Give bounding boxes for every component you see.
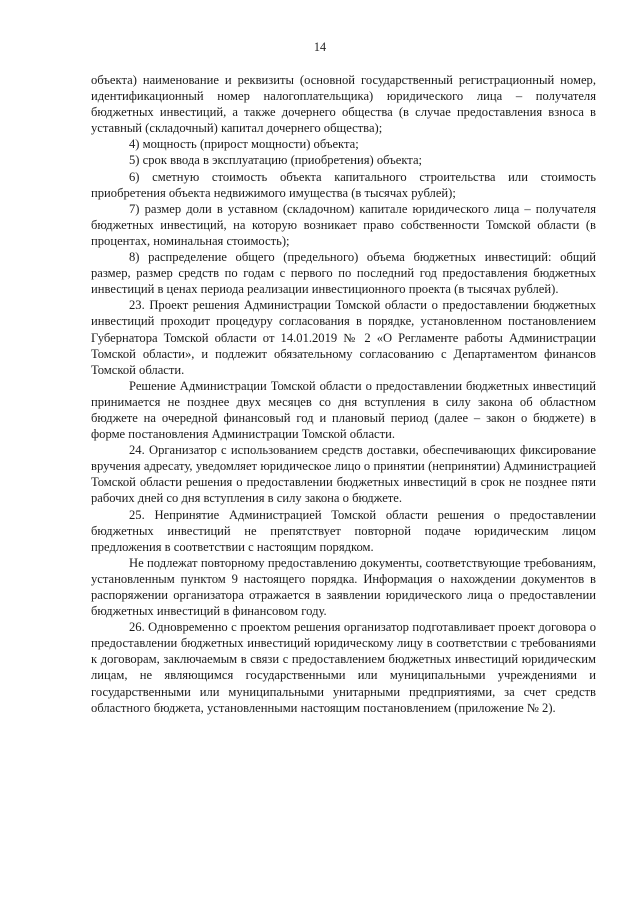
paragraph: Не подлежат повторному предоставлению документы, соответствующие требованиям, установленным пунктом 9 настоящего порядка. Информация о нахождении документов в распоряжении организатора отражается в заявлении юридического лица о предоставлении бюджетных инвестиций в финансовом году. [91, 555, 596, 619]
paragraph: объекта) наименование и реквизиты (основной государственный регистрационный номер, идентификационный номер налогоплательщика) юридического лица – получателя бюджетных инвестиций, а также дочернего общества (в случае предоставления взноса в уставный (складочный) капитал дочернего общества); [91, 73, 596, 136]
paragraph: 23. Проект решения Администрации Томской области о предоставлении бюджетных инвестиций проходит процедуру согласования в порядке, установленном постановлением Губернатора Томской области от 14.01.2019 № 2 «О Регламенте работы Администрации Томской области», и подлежит обязательному согласованию с Департаментом финансов Томской области. [91, 298, 596, 377]
paragraph: 7) размер доли в уставном (складочном) капитале юридического лица – получателя бюджетных инвестиций, на которую возникает право собственности Томской области (в процентах, номинальная стоимость); [91, 201, 596, 248]
paragraph: 5) срок ввода в эксплуатацию (приобретения) объекта; [129, 153, 423, 168]
paragraph: Решение Администрации Томской области о предоставлении бюджетных инвестиций принимается не позднее двух месяцев со дня вступления в силу закона об областном бюджете на очередной финансовый год и плановый период (далее – закон о бюджете) в форме постановления Администрации Томской области. [91, 378, 596, 442]
paragraph: 6) сметную стоимость объекта капитального строительства или стоимость приобретения объекта недвижимого имущества (в тысячах рублей); [91, 169, 596, 200]
paragraph: 8) распределение общего (предельного) объема бюджетных инвестиций: общий размер, размер средств по годам с первого по последний год предоставления бюджетных инвестиций в ценах периода реализации инвестиционного проекта (в тысячах рублей). [91, 250, 596, 297]
paragraph: 26. Одновременно с проектом решения организатор подготавливает проект договора о предоставлении бюджетных инвестиций юридическому лицу в соответствии с требованиями к договорам, заключаемым в связи с предоставлением бюджетных инвестиций юридическим лицам, не являющимся государственными или муниципальными учреждениями и государственными или муниципальными унитарными предприятиями, за счет средств областного бюджета, установленными настоящим постановлением (приложение № 2). [91, 620, 596, 715]
paragraph: 4) мощность (прирост мощности) объекта; [129, 137, 359, 152]
paragraph: 24. Организатор с использованием средств доставки, обеспечивающих фиксирование вручения адресату, уведомляет юридическое лицо о принятии (непринятии) Администрацией Томской области решения о предоставлении бюджетных инвестиций в срок не позднее пяти рабочих дней со дня вступления в силу закона о бюджете. [91, 443, 596, 506]
document-body [91, 72, 596, 716]
page-number: 14 [313, 40, 327, 54]
paragraph: 25. Непринятие Администрацией Томской области решения о предоставлении бюджетных инвестиций не препятствует повторной подаче юридическим лицом предложения в соответствии с настоящим порядком. [91, 507, 596, 554]
